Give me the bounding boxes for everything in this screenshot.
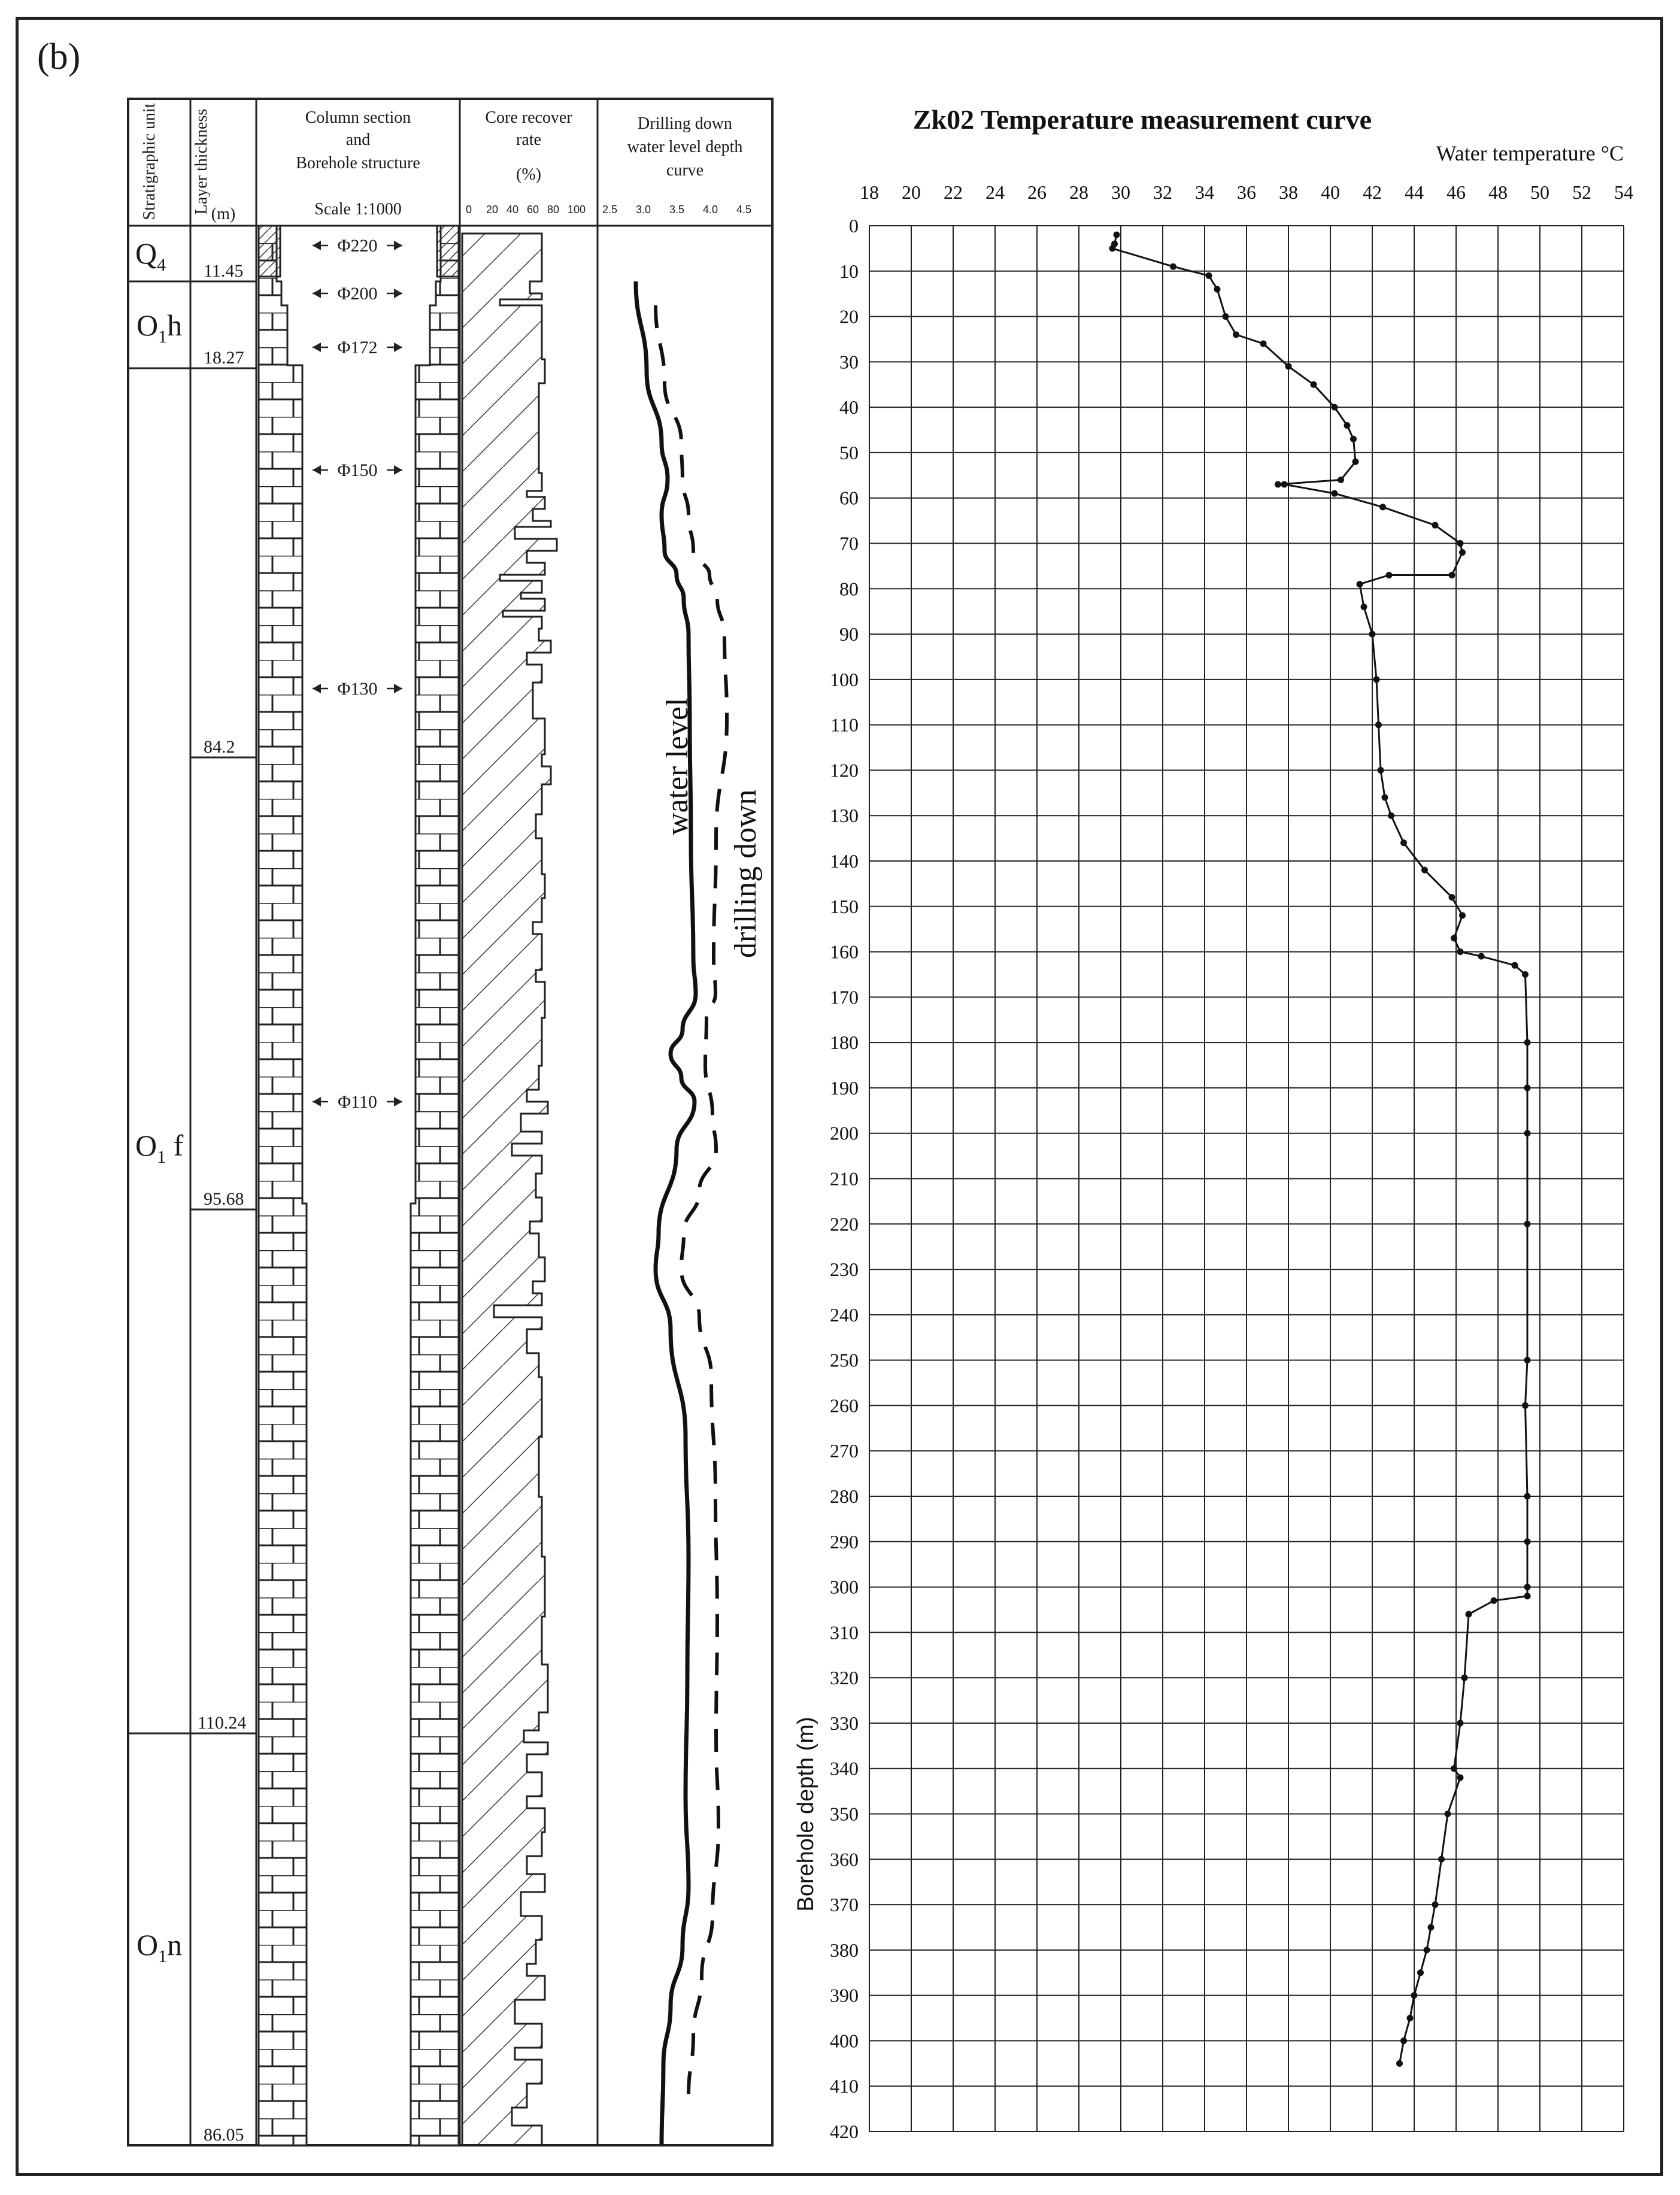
water-tick-label: 4.0: [703, 204, 718, 216]
temperature-point: [1491, 1597, 1497, 1604]
water-tick-label: 3.5: [669, 204, 685, 216]
header-column-section-3: Borehole structure: [296, 154, 420, 172]
header-core-recover-3: (%): [516, 165, 541, 184]
temperature-point: [1344, 422, 1351, 429]
temperature-point: [1512, 962, 1518, 969]
temperature-point: [1233, 331, 1239, 338]
thickness-o1f-b: 95.68: [204, 1189, 244, 1209]
temperature-point: [1445, 1811, 1451, 1817]
temperature-point: [1109, 245, 1116, 251]
header-drilling-3: curve: [666, 161, 704, 180]
header-core-recover-2: rate: [516, 131, 541, 149]
y-tick-label: 380: [830, 1939, 859, 1961]
water-tick-label: 2.5: [602, 204, 618, 216]
x-tick-label: 46: [1447, 181, 1466, 203]
water-level-label: water level: [660, 698, 695, 835]
water-tick-label: 3.0: [636, 204, 651, 216]
casing-hatch-right: [437, 226, 459, 277]
temperature-point: [1338, 477, 1344, 483]
x-tick-label: 42: [1363, 181, 1382, 203]
temperature-point: [1524, 1538, 1531, 1545]
y-tick-label: 30: [839, 351, 859, 373]
y-tick-label: 160: [830, 941, 859, 963]
y-tick-label: 180: [830, 1032, 859, 1054]
temperature-point: [1114, 232, 1120, 238]
temperature-point: [1388, 812, 1394, 819]
x-tick-label: 24: [985, 181, 1005, 203]
y-tick-label: 50: [839, 441, 859, 463]
y-tick-label: 330: [830, 1712, 859, 1734]
temperature-point: [1432, 1902, 1439, 1908]
x-tick-label: 36: [1237, 181, 1256, 203]
diameter-label: Φ172: [337, 338, 378, 357]
temperature-point: [1332, 404, 1338, 411]
y-tick-label: 10: [839, 260, 859, 282]
thickness-o1h: 18.27: [204, 348, 244, 368]
y-tick-label: 400: [830, 2030, 859, 2052]
y-tick-label: 260: [830, 1394, 859, 1417]
temperature-chart: [793, 104, 1633, 2142]
header-layer-thickness: Layer thickness: [192, 108, 211, 215]
y-tick-label: 220: [830, 1213, 859, 1235]
x-tick-label: 40: [1321, 181, 1340, 203]
y-tick-label: 370: [830, 1894, 859, 1916]
temperature-point: [1522, 1402, 1529, 1409]
y-tick-label: 190: [830, 1077, 859, 1099]
y-tick-label: 280: [830, 1485, 859, 1507]
diameter-label: Φ150: [337, 460, 378, 480]
diameter-label: Φ220: [337, 236, 378, 256]
x-tick-label: 54: [1614, 181, 1633, 203]
diameter-label: Φ130: [337, 679, 378, 699]
header-core-recover-1: Core recover: [485, 108, 572, 127]
temperature-point: [1400, 2038, 1407, 2044]
x-tick-label: 22: [944, 181, 963, 203]
temperature-point: [1457, 1720, 1464, 1726]
temperature-point: [1424, 1947, 1430, 1953]
y-tick-label: 110: [830, 714, 859, 736]
chart-title: Zk02 Temperature measurement curve: [912, 104, 1372, 135]
temperature-point: [1449, 894, 1455, 901]
temperature-point: [1214, 286, 1221, 293]
x-tick-label: 20: [902, 181, 921, 203]
temperature-point: [1400, 839, 1407, 846]
temperature-point: [1428, 1924, 1435, 1930]
y-tick-label: 0: [849, 215, 859, 237]
temperature-point: [1357, 581, 1363, 587]
x-tick-label: 50: [1530, 181, 1549, 203]
temperature-point: [1451, 1765, 1457, 1772]
header-layer-thickness-unit: (m): [211, 205, 236, 223]
temperature-point: [1353, 459, 1359, 465]
y-tick-label: 150: [830, 895, 859, 917]
y-tick-label: 70: [839, 532, 859, 554]
borehole-log: [128, 99, 772, 2145]
temperature-point: [1432, 522, 1439, 529]
x-tick-label: 52: [1572, 181, 1591, 203]
y-tick-label: 300: [830, 1576, 859, 1598]
y-tick-label: 130: [830, 805, 859, 827]
temperature-point: [1379, 504, 1386, 510]
y-tick-label: 390: [830, 1984, 859, 2006]
core-tick-label: 0: [466, 204, 472, 216]
y-tick-label: 230: [830, 1259, 859, 1281]
y-tick-label: 340: [830, 1757, 859, 1779]
temperature-point: [1451, 935, 1457, 941]
header-stratigraphic-unit: Stratigraphic unit: [140, 103, 159, 220]
unit-q4: $Q_4$: [135, 237, 166, 275]
y-tick-label: 100: [830, 668, 859, 690]
core-recovery-profile: [462, 234, 557, 2145]
temperature-point: [1449, 572, 1455, 578]
x-tick-label: 18: [860, 181, 879, 203]
temperature-point: [1457, 1774, 1464, 1781]
temperature-point: [1522, 971, 1529, 978]
water-level-curve: [636, 281, 696, 2145]
temperature-point: [1332, 490, 1338, 497]
thickness-o1f-a: 84.2: [204, 737, 235, 757]
y-tick-label: 420: [830, 2121, 859, 2142]
borehole-right-wall: [411, 226, 459, 2145]
temperature-point: [1457, 948, 1464, 955]
temperature-point: [1524, 1084, 1531, 1091]
drilling-down-curve: [656, 305, 727, 2096]
core-tick-label: 40: [507, 204, 519, 216]
temperature-point: [1524, 1039, 1531, 1046]
x-tick-label: 38: [1279, 181, 1298, 203]
temperature-point: [1382, 794, 1388, 801]
temperature-point: [1524, 1357, 1531, 1363]
temperature-point: [1461, 1675, 1468, 1681]
y-tick-label: 40: [839, 396, 859, 419]
y-tick-label: 240: [830, 1303, 859, 1326]
temperature-point: [1369, 631, 1376, 638]
thickness-o1f-c: 110.24: [198, 1713, 247, 1733]
header-drilling-2: water level depth: [627, 138, 743, 156]
diameter-label: Φ200: [337, 284, 378, 304]
temperature-point: [1407, 2015, 1414, 2021]
unit-o1h: $O_1h$: [137, 308, 183, 347]
temperature-point: [1524, 1593, 1531, 1599]
header-column-section-1: Column section: [305, 108, 411, 127]
unit-o1n: $O_1n$: [137, 1928, 183, 1966]
temperature-point: [1459, 912, 1466, 918]
x-tick-label: 32: [1153, 181, 1172, 203]
temperature-point: [1524, 1493, 1531, 1500]
x-tick-label: 48: [1488, 181, 1508, 203]
y-tick-label: 270: [830, 1440, 859, 1462]
x-axis-label: Water temperature °C: [1436, 141, 1624, 165]
borehole-structure: [259, 226, 459, 2145]
panel-label: (b): [37, 37, 81, 77]
y-tick-label: 410: [830, 2075, 859, 2097]
y-tick-label: 90: [839, 623, 859, 645]
y-tick-label: 250: [830, 1349, 859, 1371]
header-column-section-2: and: [345, 131, 371, 149]
core-tick-label: 80: [547, 204, 560, 216]
temperature-point: [1375, 721, 1382, 728]
y-tick-label: 120: [830, 759, 859, 781]
casing-hatch-left: [259, 226, 280, 277]
y-tick-label: 310: [830, 1621, 859, 1644]
y-axis-label: Borehole depth (m): [793, 1717, 818, 1912]
x-tick-label: 30: [1111, 181, 1130, 203]
y-tick-label: 360: [830, 1848, 859, 1870]
temperature-point: [1361, 604, 1367, 610]
y-tick-label: 210: [830, 1168, 859, 1190]
temperature-point: [1206, 272, 1212, 279]
borehole-left-wall: [259, 226, 307, 2145]
temperature-point: [1260, 341, 1267, 347]
temperature-point: [1350, 436, 1357, 442]
temperature-point: [1386, 572, 1393, 578]
y-tick-label: 140: [830, 850, 859, 872]
unit-o1f: $O_1$ f: [135, 1129, 184, 1167]
temperature-point: [1438, 1856, 1445, 1863]
x-tick-label: 34: [1195, 181, 1214, 203]
temperature-series-line: [1112, 235, 1527, 2063]
thickness-q4: 11.45: [204, 261, 244, 281]
x-tick-label: 26: [1027, 181, 1047, 203]
core-tick-label: 100: [568, 204, 586, 216]
temperature-point: [1281, 481, 1288, 487]
temperature-point: [1459, 549, 1466, 556]
y-tick-label: 320: [830, 1667, 859, 1689]
temperature-point: [1417, 1969, 1424, 1976]
water-tick-label: 4.5: [736, 204, 752, 216]
temperature-point: [1396, 2060, 1403, 2067]
temperature-point: [1466, 1611, 1472, 1618]
y-tick-label: 290: [830, 1530, 859, 1553]
temperature-point: [1378, 767, 1384, 774]
temperature-point: [1421, 867, 1428, 874]
y-tick-label: 60: [839, 487, 859, 509]
temperature-point: [1478, 953, 1485, 960]
temperature-point: [1524, 1584, 1531, 1590]
x-tick-label: 28: [1069, 181, 1088, 203]
temperature-point: [1373, 676, 1380, 683]
temperature-point: [1457, 540, 1464, 547]
temperature-point: [1170, 263, 1176, 270]
y-tick-label: 20: [839, 305, 859, 328]
temperature-point: [1411, 1992, 1418, 1999]
x-tick-label: 44: [1405, 181, 1424, 203]
header-drilling-1: Drilling down: [638, 114, 732, 133]
temperature-point: [1524, 1221, 1531, 1227]
drilling-down-label: drilling down: [729, 789, 763, 958]
y-tick-label: 200: [830, 1122, 859, 1144]
y-tick-label: 80: [839, 578, 859, 600]
temperature-point: [1524, 1130, 1531, 1136]
temperature-point: [1311, 381, 1317, 388]
diameter-label: Φ110: [338, 1092, 377, 1112]
core-tick-label: 20: [486, 204, 499, 216]
temperature-point: [1223, 313, 1229, 320]
thickness-o1n: 86.05: [204, 2125, 244, 2145]
header-scale: Scale 1:1000: [314, 200, 402, 219]
temperature-point: [1285, 363, 1292, 369]
y-tick-label: 350: [830, 1803, 859, 1825]
core-tick-label: 60: [527, 204, 539, 216]
y-tick-label: 170: [830, 986, 859, 1008]
temperature-point: [1275, 481, 1281, 487]
